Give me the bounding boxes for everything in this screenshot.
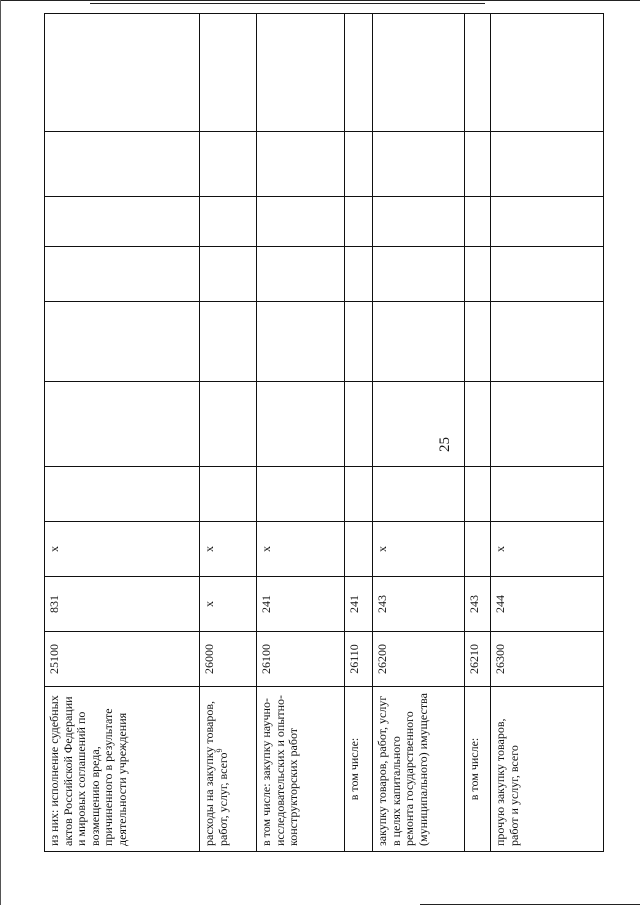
row-name: прочую закупку товаров, работ и услуг, всего — [493, 718, 521, 846]
empty-value-cell — [345, 197, 373, 247]
empty-value-cell — [491, 14, 604, 132]
row-mark: х — [373, 522, 465, 577]
empty-value-cell — [257, 247, 345, 302]
row-code: 26110 — [345, 632, 373, 687]
row-name: закупку товаров, работ, услуг в целях капитального ремонта государственного (муниципального) имущества — [375, 693, 430, 846]
scan-left-edge — [0, 0, 1, 905]
empty-value-cell — [465, 302, 491, 382]
empty-value-cell — [257, 132, 345, 197]
empty-value-cell — [45, 197, 200, 247]
empty-value-cell — [257, 14, 345, 132]
empty-value-cell — [200, 467, 257, 522]
empty-value-cell — [491, 247, 604, 302]
empty-value-cell — [373, 132, 465, 197]
row-kosgu-code: 244 — [491, 577, 604, 632]
table-row — [373, 14, 465, 852]
empty-value-cell — [465, 14, 491, 132]
empty-value-cell — [200, 14, 257, 132]
row-kosgu-code: 243 — [373, 577, 465, 632]
empty-value-cell — [373, 14, 465, 132]
empty-value-cell — [345, 467, 373, 522]
row-mark: х — [200, 522, 257, 577]
empty-value-cell — [373, 197, 465, 247]
empty-value-cell — [200, 247, 257, 302]
empty-value-cell — [491, 302, 604, 382]
empty-value-cell — [465, 382, 491, 467]
table-row — [45, 14, 200, 852]
empty-value-cell — [465, 467, 491, 522]
empty-value-cell — [257, 302, 345, 382]
table-row — [345, 14, 373, 852]
row-name-cell — [373, 687, 465, 852]
empty-value-cell — [45, 467, 200, 522]
rotated-table-wrapper — [44, 14, 603, 852]
row-name: расходы на закупку товаров, работ, услуг, всего — [202, 700, 230, 846]
empty-value-cell — [345, 247, 373, 302]
empty-value-cell — [465, 247, 491, 302]
empty-value-cell — [491, 132, 604, 197]
row-kosgu-code: 243 — [465, 577, 491, 632]
scan-top-line — [90, 3, 485, 4]
empty-value-cell — [465, 197, 491, 247]
empty-value-cell — [373, 247, 465, 302]
empty-value-cell — [200, 382, 257, 467]
row-name-cell — [345, 687, 373, 852]
budget-table-region — [44, 14, 603, 852]
row-code: 26100 — [257, 632, 345, 687]
table-row — [200, 14, 257, 852]
row-name-cell — [200, 687, 257, 852]
table-row — [257, 14, 345, 852]
empty-value-cell — [200, 132, 257, 197]
row-kosgu-code: 241 — [257, 577, 345, 632]
row-name: из них: исполнение судебных актов Российской Федерации и мировых соглашений по возмещению вреда, причиненного в результате деятельности учреждения — [47, 695, 129, 846]
row-mark — [465, 522, 491, 577]
row-name-cell — [465, 687, 491, 852]
table-row — [465, 14, 491, 852]
row-mark: х — [45, 522, 200, 577]
empty-value-cell — [45, 302, 200, 382]
row-name-cell — [45, 687, 200, 852]
row-kosgu-code: х — [200, 577, 257, 632]
row-code: 26000 — [200, 632, 257, 687]
empty-value-cell — [45, 14, 200, 132]
row-code: 25100 — [45, 632, 200, 687]
empty-value-cell — [491, 382, 604, 467]
empty-value-cell — [345, 382, 373, 467]
row-code: 26210 — [465, 632, 491, 687]
row-name: в том числе: — [467, 737, 481, 801]
empty-value-cell — [373, 467, 465, 522]
row-kosgu-code: 831 — [45, 577, 200, 632]
empty-value-cell — [373, 382, 465, 467]
empty-value-cell — [45, 247, 200, 302]
table-row — [491, 14, 604, 852]
empty-value-cell — [45, 382, 200, 467]
empty-value-cell — [491, 467, 604, 522]
empty-value-cell — [465, 132, 491, 197]
row-name-cell — [257, 687, 345, 852]
row-name: в том числе: — [347, 737, 361, 801]
row-mark: х — [491, 522, 604, 577]
row-kosgu-code: 241 — [345, 577, 373, 632]
row-mark: х — [257, 522, 345, 577]
empty-value-cell — [45, 132, 200, 197]
empty-value-cell — [345, 132, 373, 197]
row-name-cell — [491, 687, 604, 852]
scan-top-border — [0, 0, 640, 1]
empty-value-cell — [345, 14, 373, 132]
empty-value-cell — [200, 302, 257, 382]
empty-value-cell — [373, 302, 465, 382]
empty-value-cell — [257, 382, 345, 467]
page-number: 25 — [437, 437, 453, 452]
empty-value-cell — [345, 302, 373, 382]
empty-value-cell — [257, 467, 345, 522]
budget-table — [44, 13, 604, 852]
row-code: 26200 — [373, 632, 465, 687]
row-code: 26300 — [491, 632, 604, 687]
empty-value-cell — [491, 197, 604, 247]
empty-value-cell — [257, 197, 345, 247]
footnote-ref: 9 — [214, 748, 224, 753]
row-mark — [345, 522, 373, 577]
empty-value-cell — [200, 197, 257, 247]
row-name: в том числе: закупку научно-исследовательских и опытно-конструкторских работ — [259, 694, 300, 846]
